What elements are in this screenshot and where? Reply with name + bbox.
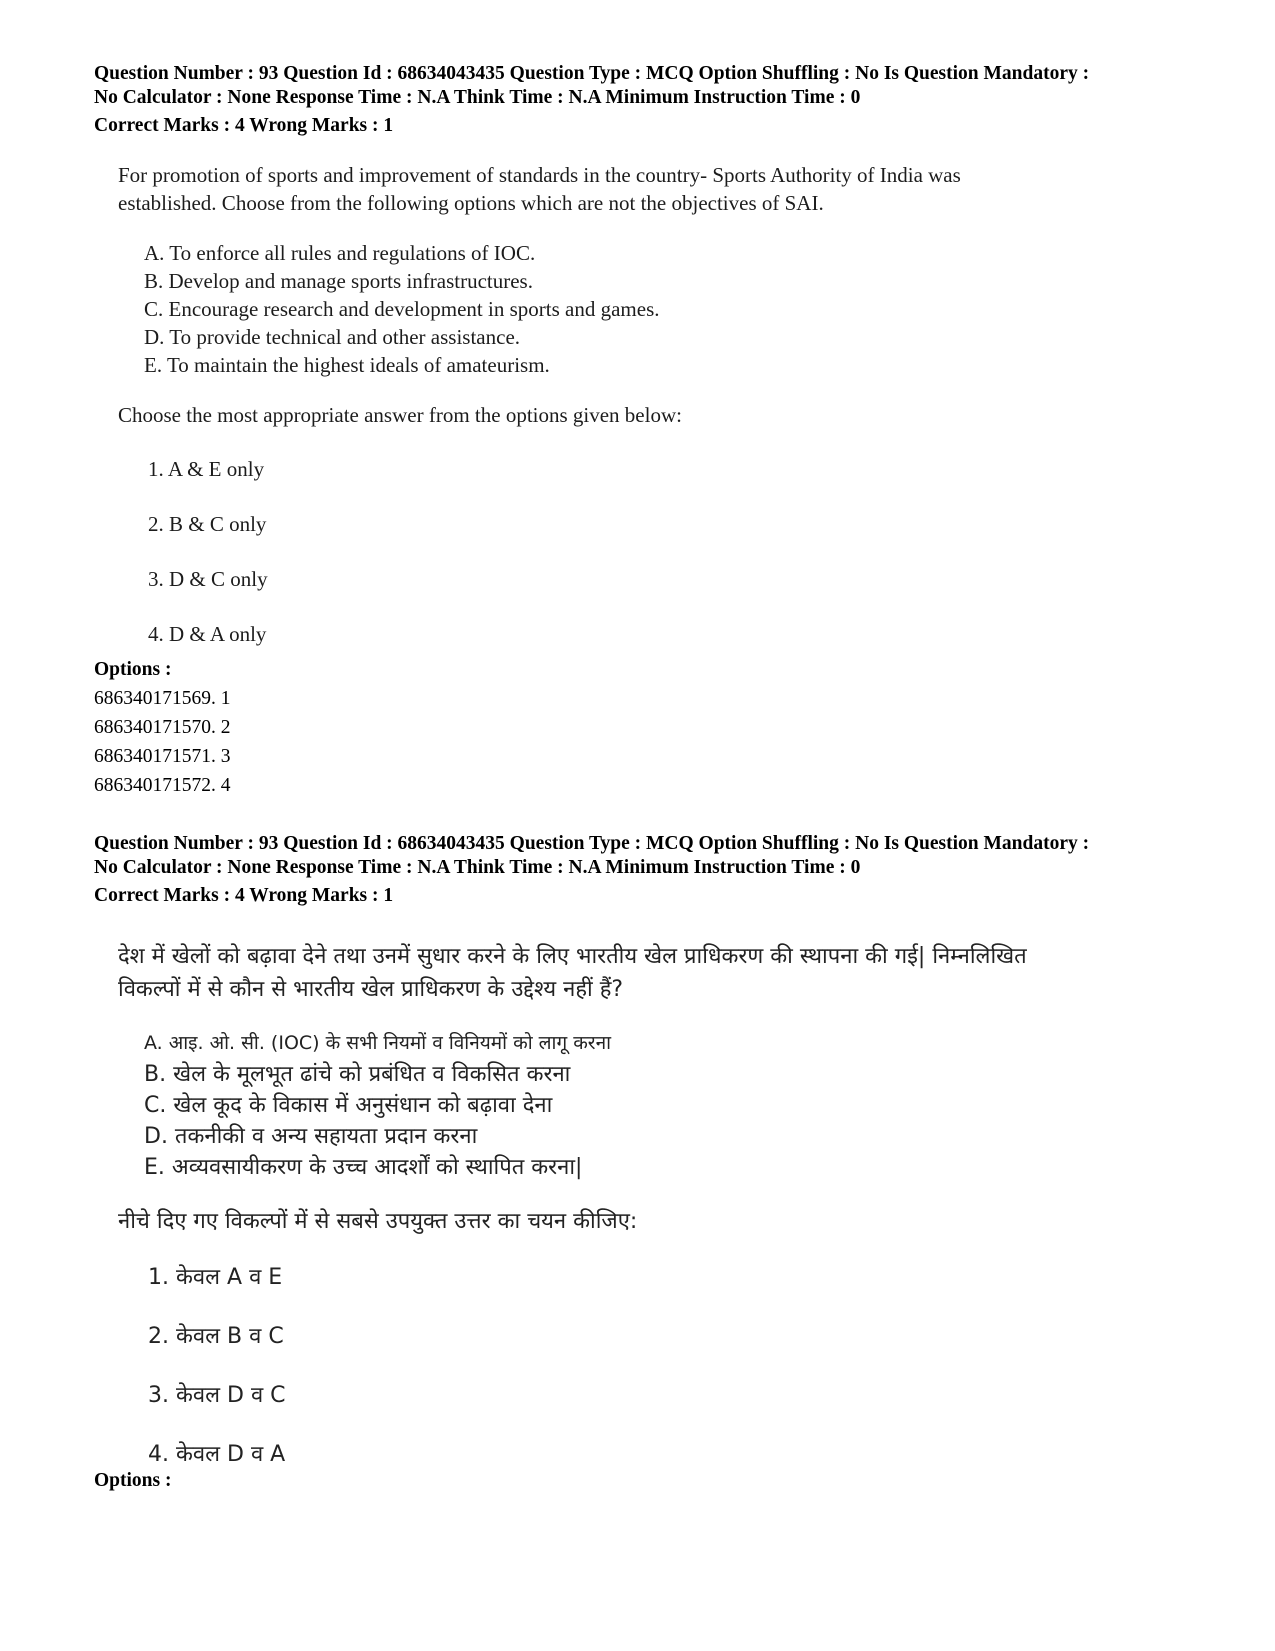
option-id-2: 686340171570. 2 [94,717,231,738]
answer-choice-3: 3. D & C only [148,567,268,591]
question-meta [94,62,1089,138]
statement-d: D. To provide technical and other assistance. [144,325,521,349]
marks-line: Correct Marks : 4 Wrong Marks : 1 [94,885,394,906]
answer-choices [148,455,961,648]
statement-b: B. खेल के मूलभूत ढांचे को प्रबंधित व विकसित करना [144,1062,571,1087]
answer-choices [148,1264,1027,1471]
statement-a: A. To enforce all rules and regulations of IOC. [144,241,536,265]
question-content-english [118,161,961,675]
question-stem-line-2: विकल्पों में से कौन से भारतीय खेल प्राधिकरण के उद्देश्य नहीं हैं? [118,977,624,1002]
statement-c: C. Encourage research and development in sports and games. [144,297,660,321]
options-header: Options : [94,659,172,680]
question-stem-line-1: देश में खेलों को बढ़ावा देने तथा उनमें सुधार करने के लिए भारतीय खेल प्राधिकरण की स्थापना की गई| निम्नलिखित [118,944,1027,969]
statement-list [144,1028,1027,1183]
statement-list [144,239,961,379]
answer-choice-1: 1. A & E only [148,457,265,481]
question-meta [94,832,1089,908]
option-id-3: 686340171571. 3 [94,746,231,767]
meta-line-2: No Calculator : None Response Time : N.A Think Time : N.A Minimum Instruction Time : 0 [94,87,861,108]
answer-choice-4: 4. केवल D व A [148,1442,286,1467]
answer-choice-2: 2. B & C only [148,512,267,536]
statement-e: E. अव्यवसायीकरण के उच्च आदर्शों को स्थापित करना| [144,1155,583,1180]
answer-choice-3: 3. केवल D व C [148,1383,286,1408]
statement-d: D. तकनीकी व अन्य सहायता प्रदान करना [144,1124,478,1149]
meta-line-1: Question Number : 93 Question Id : 68634043435 Question Type : MCQ Option Shuffling : No Is Question Mandatory : [94,63,1090,84]
statement-e: E. To maintain the highest ideals of amateurism. [144,353,550,377]
question-content-hindi [118,940,1027,1500]
choose-instruction: नीचे दिए गए विकल्पों में से सबसे उपयुक्त उत्तर का चयन कीजिए: [118,1209,638,1234]
question-stem-line-1: For promotion of sports and improvement of standards in the country- Sports Authority of India was [118,163,961,187]
meta-line-1: Question Number : 93 Question Id : 68634043435 Question Type : MCQ Option Shuffling : No Is Question Mandatory : [94,833,1090,854]
option-id-4: 686340171572. 4 [94,775,231,796]
answer-choice-1: 1. केवल A व E [148,1265,283,1290]
statement-c: C. खेल कूद के विकास में अनुसंधान को बढ़ावा देना [144,1093,553,1118]
answer-choice-2: 2. केवल B व C [148,1324,284,1349]
options-header: Options : [94,1470,172,1491]
marks-line: Correct Marks : 4 Wrong Marks : 1 [94,115,394,136]
statement-a: A. आइ. ओ. सी. (IOC) के सभी नियमों व विनियमों को लागू करना [144,1032,612,1054]
choose-instruction: Choose the most appropriate answer from the options given below: [118,403,682,427]
answer-choice-4: 4. D & A only [148,622,267,646]
meta-line-2: No Calculator : None Response Time : N.A Think Time : N.A Minimum Instruction Time : 0 [94,857,861,878]
question-stem-line-2: established. Choose from the following options which are not the objectives of SAI. [118,191,824,215]
statement-b: B. Develop and manage sports infrastructures. [144,269,533,293]
option-id-1: 686340171569. 1 [94,688,231,709]
options-block [94,655,231,800]
options-block [94,1466,171,1495]
